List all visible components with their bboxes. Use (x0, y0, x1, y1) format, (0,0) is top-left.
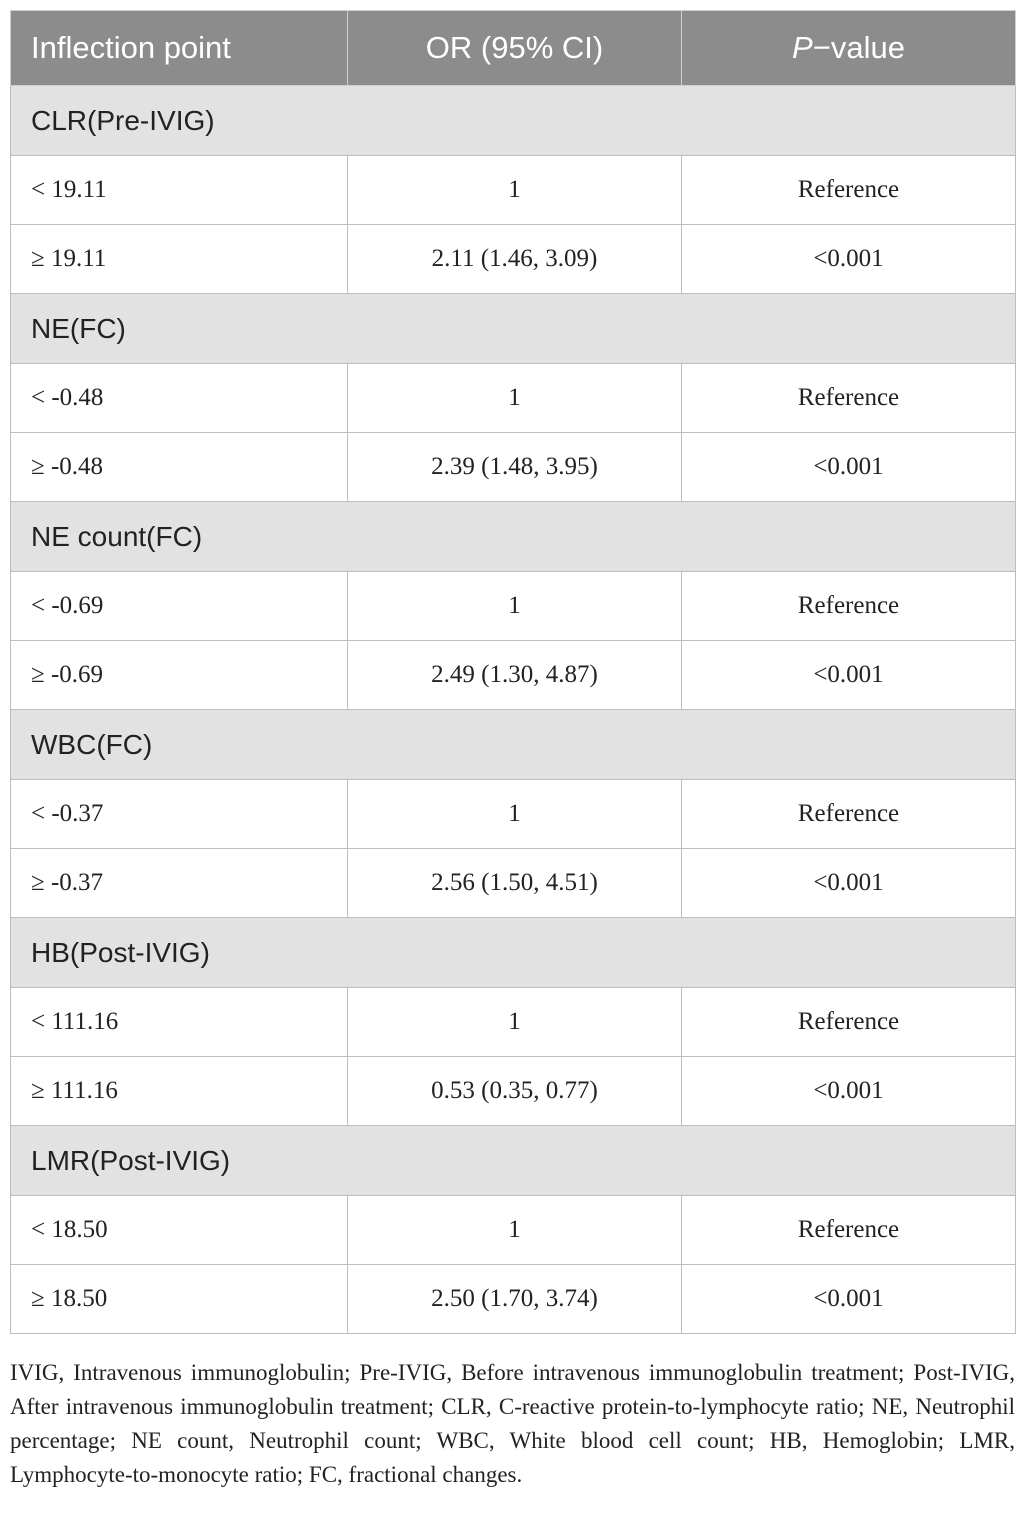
cell-inflection-point: < -0.69 (11, 572, 348, 641)
cell-inflection-point: ≥ -0.37 (11, 849, 348, 918)
table-row (11, 572, 1016, 641)
header-inflection-point: Inflection point (11, 11, 348, 86)
cell-odds-ratio: 1 (348, 156, 682, 225)
cell-inflection-point: < 18.50 (11, 1196, 348, 1265)
header-p-italic: P (792, 30, 813, 65)
header-p-rest: −value (812, 30, 905, 65)
table-row (11, 849, 1016, 918)
cell-p-value: <0.001 (682, 1057, 1016, 1126)
group-row (11, 710, 1016, 780)
cell-odds-ratio: 1 (348, 364, 682, 433)
table-header (11, 11, 1016, 86)
table-row (11, 364, 1016, 433)
table-row (11, 641, 1016, 710)
cell-odds-ratio: 1 (348, 572, 682, 641)
cell-inflection-point: ≥ 18.50 (11, 1265, 348, 1334)
table-row (11, 988, 1016, 1057)
table-body (11, 86, 1016, 1334)
cell-p-value: <0.001 (682, 433, 1016, 502)
table-footnote: IVIG, Intravenous immunoglobulin; Pre-IVIG, Before intravenous immunoglobulin treatment; Post-IVIG, After intravenous immunoglobulin treatment; CLR, C-reactive protein-to-lymphocyte ratio; NE, Neutrophil percentage; NE count, Neutrophil count; WBC, White blood cell count; HB, Hemoglobin; LMR, Lymphocyte-to-monocyte ratio; FC, fractional changes. (10, 1360, 1015, 1487)
table-row (11, 1265, 1016, 1334)
cell-odds-ratio: 2.50 (1.70, 3.74) (348, 1265, 682, 1334)
group-title: CLR(Pre-IVIG) (11, 86, 1016, 156)
cell-p-value: Reference (682, 1196, 1016, 1265)
table-row (11, 1196, 1016, 1265)
table-row (11, 433, 1016, 502)
table-row (11, 156, 1016, 225)
cell-odds-ratio: 1 (348, 780, 682, 849)
cell-inflection-point: < 111.16 (11, 988, 348, 1057)
cell-odds-ratio: 1 (348, 1196, 682, 1265)
table-row (11, 780, 1016, 849)
group-title: HB(Post-IVIG) (11, 918, 1016, 988)
group-row (11, 1126, 1016, 1196)
cell-p-value: Reference (682, 988, 1016, 1057)
cell-inflection-point: ≥ 111.16 (11, 1057, 348, 1126)
group-title: LMR(Post-IVIG) (11, 1126, 1016, 1196)
cell-odds-ratio: 2.49 (1.30, 4.87) (348, 641, 682, 710)
cell-p-value: Reference (682, 156, 1016, 225)
cell-p-value: <0.001 (682, 1265, 1016, 1334)
cell-inflection-point: ≥ -0.69 (11, 641, 348, 710)
table-row (11, 225, 1016, 294)
cell-odds-ratio: 0.53 (0.35, 0.77) (348, 1057, 682, 1126)
cell-odds-ratio: 2.11 (1.46, 3.09) (348, 225, 682, 294)
header-row (11, 11, 1016, 86)
cell-odds-ratio: 2.39 (1.48, 3.95) (348, 433, 682, 502)
cell-inflection-point: < -0.48 (11, 364, 348, 433)
group-row (11, 502, 1016, 572)
cell-inflection-point: < -0.37 (11, 780, 348, 849)
cell-p-value: <0.001 (682, 641, 1016, 710)
cell-odds-ratio: 1 (348, 988, 682, 1057)
header-or-ci: OR (95% CI) (348, 11, 682, 86)
cell-p-value: <0.001 (682, 849, 1016, 918)
group-title: NE count(FC) (11, 502, 1016, 572)
cell-p-value: <0.001 (682, 225, 1016, 294)
group-title: NE(FC) (11, 294, 1016, 364)
cell-inflection-point: < 19.11 (11, 156, 348, 225)
group-row (11, 918, 1016, 988)
cell-p-value: Reference (682, 780, 1016, 849)
cell-inflection-point: ≥ -0.48 (11, 433, 348, 502)
cell-p-value: Reference (682, 572, 1016, 641)
group-row (11, 294, 1016, 364)
inflection-point-table (10, 10, 1016, 1334)
results-table-container (10, 10, 1015, 1334)
table-row (11, 1057, 1016, 1126)
group-title: WBC(FC) (11, 710, 1016, 780)
group-row (11, 86, 1016, 156)
cell-inflection-point: ≥ 19.11 (11, 225, 348, 294)
cell-odds-ratio: 2.56 (1.50, 4.51) (348, 849, 682, 918)
cell-p-value: Reference (682, 364, 1016, 433)
header-p-value (682, 11, 1016, 86)
